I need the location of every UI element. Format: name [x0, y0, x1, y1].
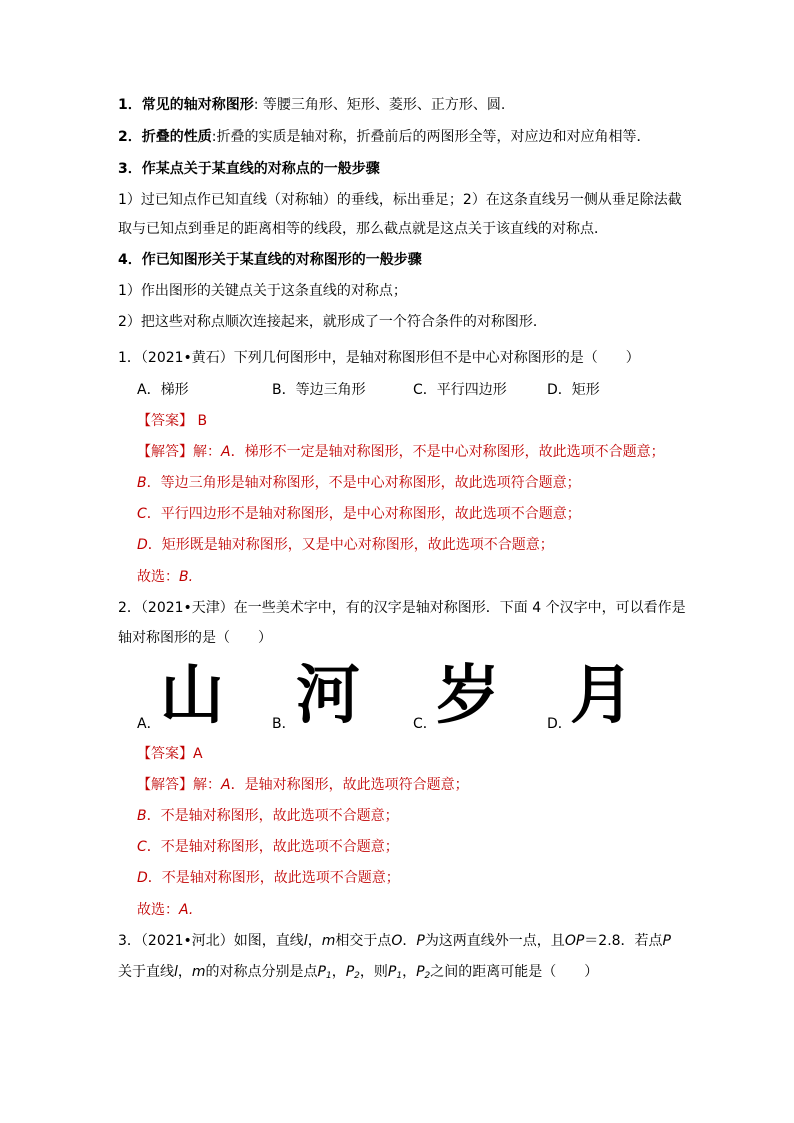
explain-prefix: 解： — [193, 444, 221, 460]
q3-text: ，则 — [359, 964, 388, 980]
explain-text: ．是轴对称图形，故此选项符合题意； — [230, 777, 469, 793]
question-2-stem-line-2: 轴对称图形的是（ ） — [118, 630, 272, 646]
answer-value: B — [197, 413, 208, 429]
q3-dot: ． — [402, 933, 417, 949]
glyph-he: 河 — [296, 658, 360, 733]
q3-sep: ， — [307, 933, 322, 949]
knowledge-point-3-heading: 3．作某点关于某直线的对称点的一般步骤 — [118, 161, 380, 177]
var-o: O — [391, 933, 403, 949]
question-2-explain-line-a — [137, 775, 469, 795]
explain-text: ．不是轴对称图形，故此选项不合题意； — [147, 870, 400, 886]
explain-tag: 【解答】 — [137, 777, 193, 793]
question-1-answer — [137, 411, 207, 431]
question-2-option-c-label: C． — [413, 716, 437, 732]
knowledge-point-4-line-1: 1）作出图形的关键点关于这条直线的对称点； — [118, 283, 407, 299]
question-2-explain-line-d — [137, 868, 400, 888]
q3-text: 为这两直线外一点，且 — [424, 933, 565, 949]
q3-text: 3．（2021•河北）如图，直线 — [118, 933, 304, 949]
explain-text: ．不是轴对称图形，故此选项不合题意； — [146, 808, 399, 824]
option-letter: C — [137, 839, 147, 855]
knowledge-point-3-line-2: 取与已知点到垂足的距离相等的线段，那么截点就是这点关于该直线的对称点． — [118, 221, 608, 237]
knowledge-point-1 — [118, 95, 505, 115]
var-p: P — [662, 933, 671, 949]
knowledge-point-4-heading: 4．作已知图形关于某直线的对称图形的一般步骤 — [118, 252, 422, 268]
var-m: m — [191, 964, 206, 980]
glyph-shan: 山 — [160, 658, 224, 733]
question-2-explain-line-c — [137, 837, 399, 857]
knowledge-point-1-heading: 1．常见的轴对称图形 — [118, 97, 254, 113]
var-p1: $P_1$ — [317, 964, 332, 981]
knowledge-point-4-line-2: 2）把这些对称点顺次连接起来，就形成了一个符合条件的对称图形． — [118, 314, 547, 330]
question-3-stem-line-1 — [118, 931, 671, 951]
question-2-answer — [137, 744, 203, 764]
knowledge-point-3-line-1: 1）过已知点作已知直线（对称轴）的垂线，标出垂足；2）在这条直线另一侧从垂足除法截 — [118, 192, 682, 208]
choice-prefix: 故选： — [137, 902, 179, 918]
q3-sep: ， — [402, 964, 417, 980]
q3-text: 之间的距离可能是（ ） — [430, 964, 599, 980]
q3-text: ＝2.8．若点 — [584, 933, 663, 949]
glyph-yue: 月 — [570, 658, 634, 733]
option-letter: C — [137, 506, 147, 522]
q3-text: 相交于点 — [335, 933, 392, 949]
question-1-option-d: D．矩形 — [547, 382, 600, 398]
knowledge-point-2 — [118, 127, 650, 147]
answer-tag: 【答案】 — [137, 413, 193, 429]
question-1-choice — [137, 567, 193, 587]
question-1-option-c: C．平行四边形 — [413, 382, 507, 398]
var-p: P — [416, 933, 425, 949]
option-letter: D — [137, 870, 148, 886]
option-letter: A — [221, 777, 231, 793]
var-l: l — [174, 964, 178, 980]
explain-text: ．不是轴对称图形，故此选项不合题意； — [146, 839, 399, 855]
question-1-explain-line-a — [137, 442, 665, 462]
var-m: m — [321, 933, 336, 949]
var-p2: $P_2$ — [345, 964, 360, 981]
knowledge-point-2-body: :折叠的实质是轴对称，折叠前后的两图形全等，对应边和对应角相等． — [211, 129, 651, 145]
option-letter: D — [137, 537, 148, 553]
answer-value: A — [193, 746, 203, 762]
question-2-option-b-label: B． — [272, 716, 296, 732]
choice-value: B. — [179, 569, 194, 585]
question-2-option-a-label: A． — [137, 716, 161, 732]
choice-prefix: 故选： — [137, 569, 179, 585]
q3-text: 关于直线 — [118, 964, 174, 980]
explain-text: ．等边三角形是轴对称图形，不是中心对称图形，故此选项符合题意； — [146, 475, 581, 491]
question-1-option-a: A．梯形 — [137, 382, 189, 398]
q3-sep: ， — [331, 964, 346, 980]
question-2-explain-line-b — [137, 806, 399, 826]
explain-tag: 【解答】 — [137, 444, 193, 460]
var-l: l — [303, 933, 308, 949]
question-2-option-d-label: D． — [547, 716, 572, 732]
knowledge-point-1-body: : 等腰三角形、矩形、菱形、正方形、圆. — [253, 97, 506, 113]
question-1-stem: 1．（2021•黄石）下列几何图形中，是轴对称图形但不是中心对称图形的是（ ） — [118, 350, 640, 366]
question-2-stem-line-1: 2．（2021•天津）在一些美术字中，有的汉字是轴对称图形．下面 4 个汉字中，可以看作是 — [118, 600, 686, 616]
glyph-sui: 岁 — [436, 658, 500, 733]
question-2-choice — [137, 900, 193, 920]
explain-text: ．平行四边形不是轴对称图形，是中心对称图形，故此选项不合题意； — [146, 506, 581, 522]
choice-value: A. — [179, 902, 194, 918]
option-letter: B — [137, 808, 147, 824]
question-1-explain-line-c — [137, 504, 581, 524]
question-1-option-b: B．等边三角形 — [272, 382, 366, 398]
var-p1: $P_1$ — [387, 964, 403, 981]
question-3-stem-line-2 — [118, 962, 598, 986]
answer-tag: 【答案】 — [137, 746, 193, 762]
option-letter: B — [137, 475, 147, 491]
var-p2: $P_2$ — [416, 964, 431, 981]
question-1-explain-line-d — [137, 535, 554, 555]
explain-prefix: 解： — [193, 777, 221, 793]
explain-text: ．矩形既是轴对称图形，又是中心对称图形，故此选项不合题意； — [147, 537, 554, 553]
q3-sep: ， — [177, 964, 192, 980]
question-1-explain-line-b — [137, 473, 581, 493]
var-op: OP — [564, 933, 585, 949]
explain-text: ．梯形不一定是轴对称图形，不是中心对称图形，故此选项不合题意； — [230, 444, 665, 460]
q3-text: 的对称点分别是点 — [205, 964, 318, 980]
knowledge-point-2-heading: 2．折叠的性质 — [118, 129, 212, 145]
option-letter: A — [221, 444, 231, 460]
